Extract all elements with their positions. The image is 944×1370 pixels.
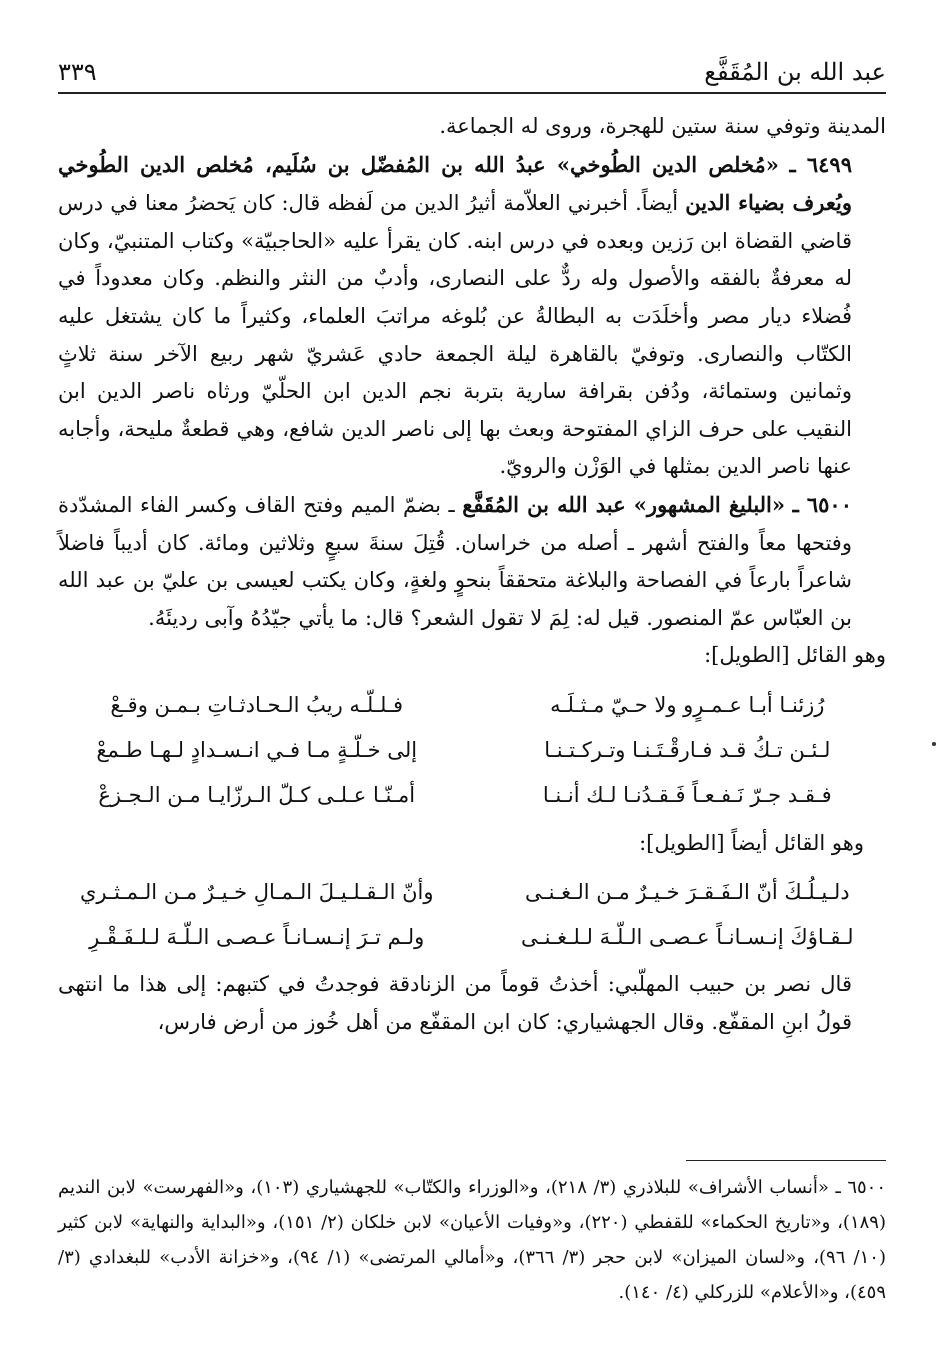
poem-2 [58, 870, 886, 960]
poem-intro: وهو القائل أيضاً [الطويل]: [639, 830, 864, 855]
verse [58, 773, 886, 818]
poem-1 [58, 683, 886, 818]
entry-heading: «مُخلص الدين الطُوخي» عبدُ الله بن المُفضّل بن سُلَيم، مُخلص الدين الطُوخي ويُعرف بضياء الدين [58, 151, 852, 216]
running-header [58, 46, 886, 86]
closing-paragraph: قال نصر بن حبيب المهلّبي: أخذتُ قوماً من الزنادقة فوجدتُ في كتبهم: إلى هذا ما انتهى قولُ ابنِ المقفّع. وقال الجهشياري: كان ابن المقفّع من أهل خُوز من أرض فارس، [58, 971, 852, 1034]
footnote-text: ٦٥٠٠ ـ «أنساب الأشراف» للبلاذري (٣/ ٢١٨)، و«الوزراء والكتّاب» للجهشياري (١٠٣)، و«الفهرست» لابن النديم (١٨٩)، و«تاريخ الحكماء» للقفطي (٢٢٠)، و«وفيات الأعيان» لابن خلكان (٢/ ١٥١)، و«البداية والنهاية» لابن كثير (١٠/ ٩٦)، و«لسان الميزان» لابن حجر (٣/ ٣٦٦)، و«أمالي المرتضى» (١/ ٩٤)، و«خزانة الأدب» للبغدادي (٣/ ٤٥٩)، و«الأعلام» للزركلي (٤/ ١٤٠). [58, 1177, 887, 1303]
footnote-rule [686, 1160, 886, 1161]
footnote [58, 1170, 886, 1310]
header-rule [58, 92, 886, 94]
entry-6500 [58, 486, 886, 637]
verse [58, 915, 886, 960]
first-hemistich: دلـيـلُـكَ أنّ الـفَـقـرَ خـيـرٌ مـن الـغـنـى [524, 879, 850, 904]
entry-number: ٦٥٠٠ ـ [792, 491, 852, 517]
continuation-paragraph: المدينة وتوفي سنة ستين للهجرة، وروى له الجماعة. [439, 114, 886, 138]
entry-heading: «البليغ المشهور» عبد الله بن المُقَفَّع [462, 491, 786, 517]
second-hemistich: إلى خـلّـةٍ مـا فـي انـسـدادٍ لـهـا طـمعْ [96, 737, 418, 762]
entry-6499 [58, 146, 886, 486]
entry-text: ـ بضمّ الميم وفتح القاف وكسر الفاء المشدّدة وفتحها معاً والفتح أشهر ـ أصله من خراسان. قُتِلَ سنةَ سبعٍ وثلاثين ومائة. كان أديباً فاضلاً شاعراً بارعاً في الفصاحة والبلاغة متحققاً بنحوٍ ولغةٍ، وكان يكتب لعيسى بن عليّ بن عبد الله بن العبّاس عمّ المنصور. قيل له: لِمَ لا تقول الشعر؟ قال: ما يأتي جيّدُهُ وآبى رديئَهُ. [58, 492, 852, 630]
entry-text: أيضاً. أخبرني العلاّمة أثيرُ الدين من لَفظه قال: كان يَحضرُ معنا في درس قاضي القضاة ابن رَزين وبعده في درس ابنه. كان يقرأ عليه «الحاجبيّة» وكتاب المتنبيّ، وكان له معرفةٌ بالفقه والأصول وله ردٌّ على النصارى، وأدبٌ من النثر والنظم. وكان معدوداً في فُضلاء ديار مصر وأخلَدَت به البطالةُ عن بُلوغه مراتبَ العلماء، وكثيراً ما كان يشتغل عليه الكتّاب والنصارى. وتوفيّ بالقاهرة ليلة الجمعة حادي عَشريّ شهر ربيع الآخر سنة ثلاثٍ وثمانين وستمائة، ودُفن بقرافة سارية بتربة نجم الدين ابن الحلّيّ ورثاه ناصر الدين ابن النقيب على حرف الزاي المفتوحة وبعث بها إلى ناصر الدين شافع، وهي قطعةٌ مليحة، وأجابه عنها ناصر الدين بمثلها في الوَزْن والرويّ. [58, 191, 852, 479]
verse [58, 683, 886, 728]
page-number: ٣٣٩ [58, 58, 97, 86]
first-hemistich: لـئـن تـكُ قـد فـارقْـتَـنـا وتـركـتـنـا [544, 737, 831, 762]
margin-dot [932, 742, 936, 746]
first-hemistich: فـقـد جـرّ نَـفـعـاً فَـقـدُنـا لـك أنـنـا [542, 782, 832, 807]
first-hemistich: لـقـاؤكَ إنـسـانـاً عـصـى الـلّـهَ لـلـغـنـى [520, 924, 854, 949]
poem-intro: وهو القائل [الطويل]: [704, 643, 886, 668]
second-hemistich: ولـم تـرَ إنـسـانـاً عـصـى الـلّـهَ لـلـفَـقْـرِ [89, 924, 425, 949]
entry-number: ٦٤٩٩ ـ [789, 151, 852, 177]
main-text [58, 108, 886, 1041]
first-hemistich: رُزئنـا أبـا عـمـرٍو ولا حـيّ مـثـلَـه [550, 692, 825, 717]
header-title: عبد الله بن المُقَفَّع [704, 58, 886, 86]
second-hemistich: أمـنّـا عـلـى كـلّ الـرزّايـا مـن الـجـزعْ [98, 782, 416, 807]
verse [58, 728, 886, 773]
second-hemistich: فـلـلّـه ريبُ الـحـادثـاتِ بـمـن وقـعْ [110, 692, 404, 717]
verse [58, 870, 886, 915]
second-hemistich: وأنّ الـقـلـيـلَ الـمـالِ خـيـرٌ مـن الـمـثـري [79, 879, 434, 904]
